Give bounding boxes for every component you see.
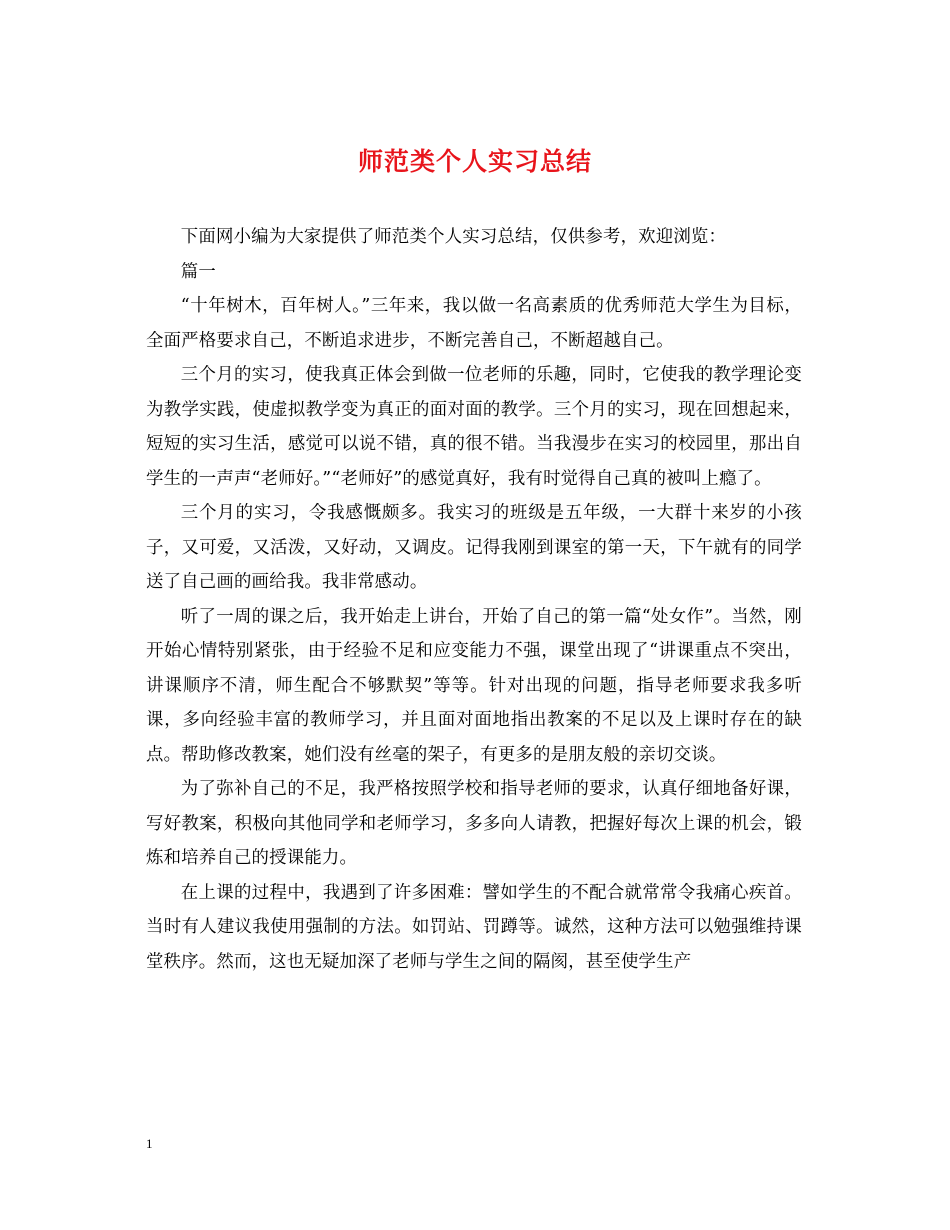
page-number: 1 — [146, 1136, 153, 1151]
document-title: 师范类个人实习总结 — [357, 147, 592, 176]
body-paragraph: 三个月的实习，使我真正体会到做一位老师的乐趣，同时，它使我的教学理论变为教学实践，使虚拟教学变为真正的面对面的教学。三个月的实习，现在回想起来，短短的实习生活，感觉可以说不错，真的很不错。当我漫步在实习的校园里，那出自学生的一声声“老师好。”“老师好”的感觉真好，我有时觉得自己真的被叫上瘾了。 — [146, 365, 802, 489]
body-paragraph: 在上课的过程中，我遇到了许多困难：譬如学生的不配合就常常令我痛心疾首。当时有人建议我使用强制的方法。如罚站、罚蹲等。诚然，这种方法可以勉强维持课堂秩序。然而，这也无疑加深了老师与学生之间的隔阂，甚至使学生产 — [146, 882, 802, 972]
body-paragraph: “十年树木，百年树人。”三年来，我以做一名高素质的优秀师范大学生为目标，全面严格要求自己，不断追求进步，不断完善自己，不断超越自己。 — [146, 296, 802, 351]
body-paragraph: 三个月的实习，令我感慨颇多。我实习的班级是五年级，一大群十来岁的小孩子，又可爱，又活泼，又好动，又调皮。记得我刚到课室的第一天，下午就有的同学送了自己画的画给我。我非常感动。 — [146, 503, 802, 592]
body-paragraph: 听了一周的课之后，我开始走上讲台，开始了自己的第一篇“处女作”。当然，刚开始心情特别紧张，由于经验不足和应变能力不强，课堂出现了“讲课重点不突出，讲课顺序不清，师生配合不够默契”等等。针对出现的问题，指导老师要求我多听课，多向经验丰富的教师学习，并且面对面地指出教案的不足以及上课时存在的缺点。帮助修改教案，她们没有丝毫的架子，有更多的是朋友般的亲切交谈。 — [146, 606, 802, 765]
body-paragraph: 为了弥补自己的不足，我严格按照学校和指导老师的要求，认真仔细地备好课，写好教案，积极向其他同学和老师学习，多多向人请教，把握好每次上课的机会，锻炼和培养自己的授课能力。 — [146, 779, 802, 868]
document-body — [146, 220, 802, 979]
section-heading: 篇一 — [180, 261, 216, 282]
intro-paragraph: 下面网小编为大家提供了师范类个人实习总结，仅供参考，欢迎浏览： — [180, 227, 727, 247]
